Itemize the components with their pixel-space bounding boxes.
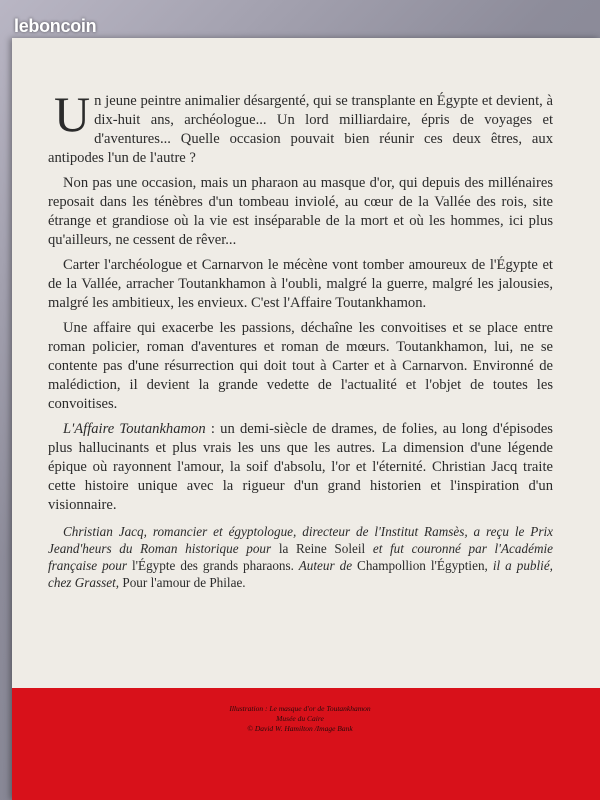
- paragraph-5-text: : un demi-siècle de drames, de folies, au long d'épisodes plus hallucinants et plus vrais les uns que les autres. La dimension d'une légende épique où rayonnent l'amour, la soif d'absolu, l'or et l'éternité. Christian Jacq traite cette histoire unique avec la rigueur d'un grand historien et l'inspiration d'un visionnaire.: [48, 421, 553, 513]
- book-back-cover: [12, 38, 600, 800]
- leboncoin-watermark-logo: leboncoin: [14, 16, 97, 36]
- author-bio: [48, 523, 553, 591]
- bio-part: il a publié, chez Grasset,: [48, 558, 553, 590]
- book-title-italic: L'Affaire Toutankhamon: [63, 421, 206, 437]
- credit-line-1: Illustration : Le masque d'or de Toutankhamon: [229, 704, 371, 713]
- blurb-paragraph-1: [48, 86, 553, 168]
- credit-line-2: Musée du Caire: [276, 714, 324, 723]
- blurb-text: [48, 86, 553, 604]
- illustration-credits: [150, 704, 450, 734]
- bio-part: et fut couronné par l'Académie française pour: [48, 541, 553, 573]
- blurb-paragraph-2: Non pas une occasion, mais un pharaon au masque d'or, qui depuis des millénaires reposait dans les ténèbres d'un tombeau inviolé, au cœur de la Vallée des rois, site étrange et grandiose où la vie est inséparable de la mort et où les hommes, ici plus qu'ailleurs, ne cessent de rêver...: [48, 175, 553, 248]
- paragraph-1-text: n jeune peintre animalier désargenté, qui se transplante en Égypte et devient, à dix-huit ans, archéologue... Un lord milliardaire, épris de voyages et d'aventures... Quelle occasion pouvait bien réunir ces deux êtres, aux antipodes l'un de l'autre ?: [48, 93, 553, 166]
- credit-line-3: © David W. Hamilton /Image Bank: [247, 724, 353, 733]
- blurb-paragraph-4: Une affaire qui exacerbe les passions, déchaîne les convoitises et se place entre roman policier, roman d'aventures et roman de mœurs. Toutankhamon, lui, ne se contente pas d'une résurrection qui doit tout à Carter et à Carnarvon. Environné de malédiction, il devient la grande vedette de l'actualité et l'objet de toutes les convoitises.: [48, 320, 553, 412]
- bio-title: Champollion l'Égyptien,: [357, 558, 488, 573]
- bio-title: l'Égypte des grands pharaons.: [131, 558, 294, 573]
- bio-part: Christian Jacq, romancier et égyptologue, directeur de l'Institut Ramsès, a reçu le Prix Jeand'heurs du Roman historique pour: [48, 524, 553, 556]
- blurb-paragraph-3: Carter l'archéologue et Carnarvon le mécène vont tomber amoureux de l'Égypte et de la Vallée, arracher Toutankhamon à l'oubli, malgré la guerre, malgré les jalousies, malgré les ambitieux, les envieux. C'est l'Affaire Toutankhamon.: [48, 257, 553, 311]
- bio-title: Pour l'amour de Philae.: [122, 575, 246, 590]
- bio-title: la Reine Soleil: [278, 541, 366, 556]
- blurb-paragraph-5: [48, 420, 553, 515]
- bio-part: Auteur de: [293, 558, 358, 573]
- drop-cap: U: [54, 86, 91, 142]
